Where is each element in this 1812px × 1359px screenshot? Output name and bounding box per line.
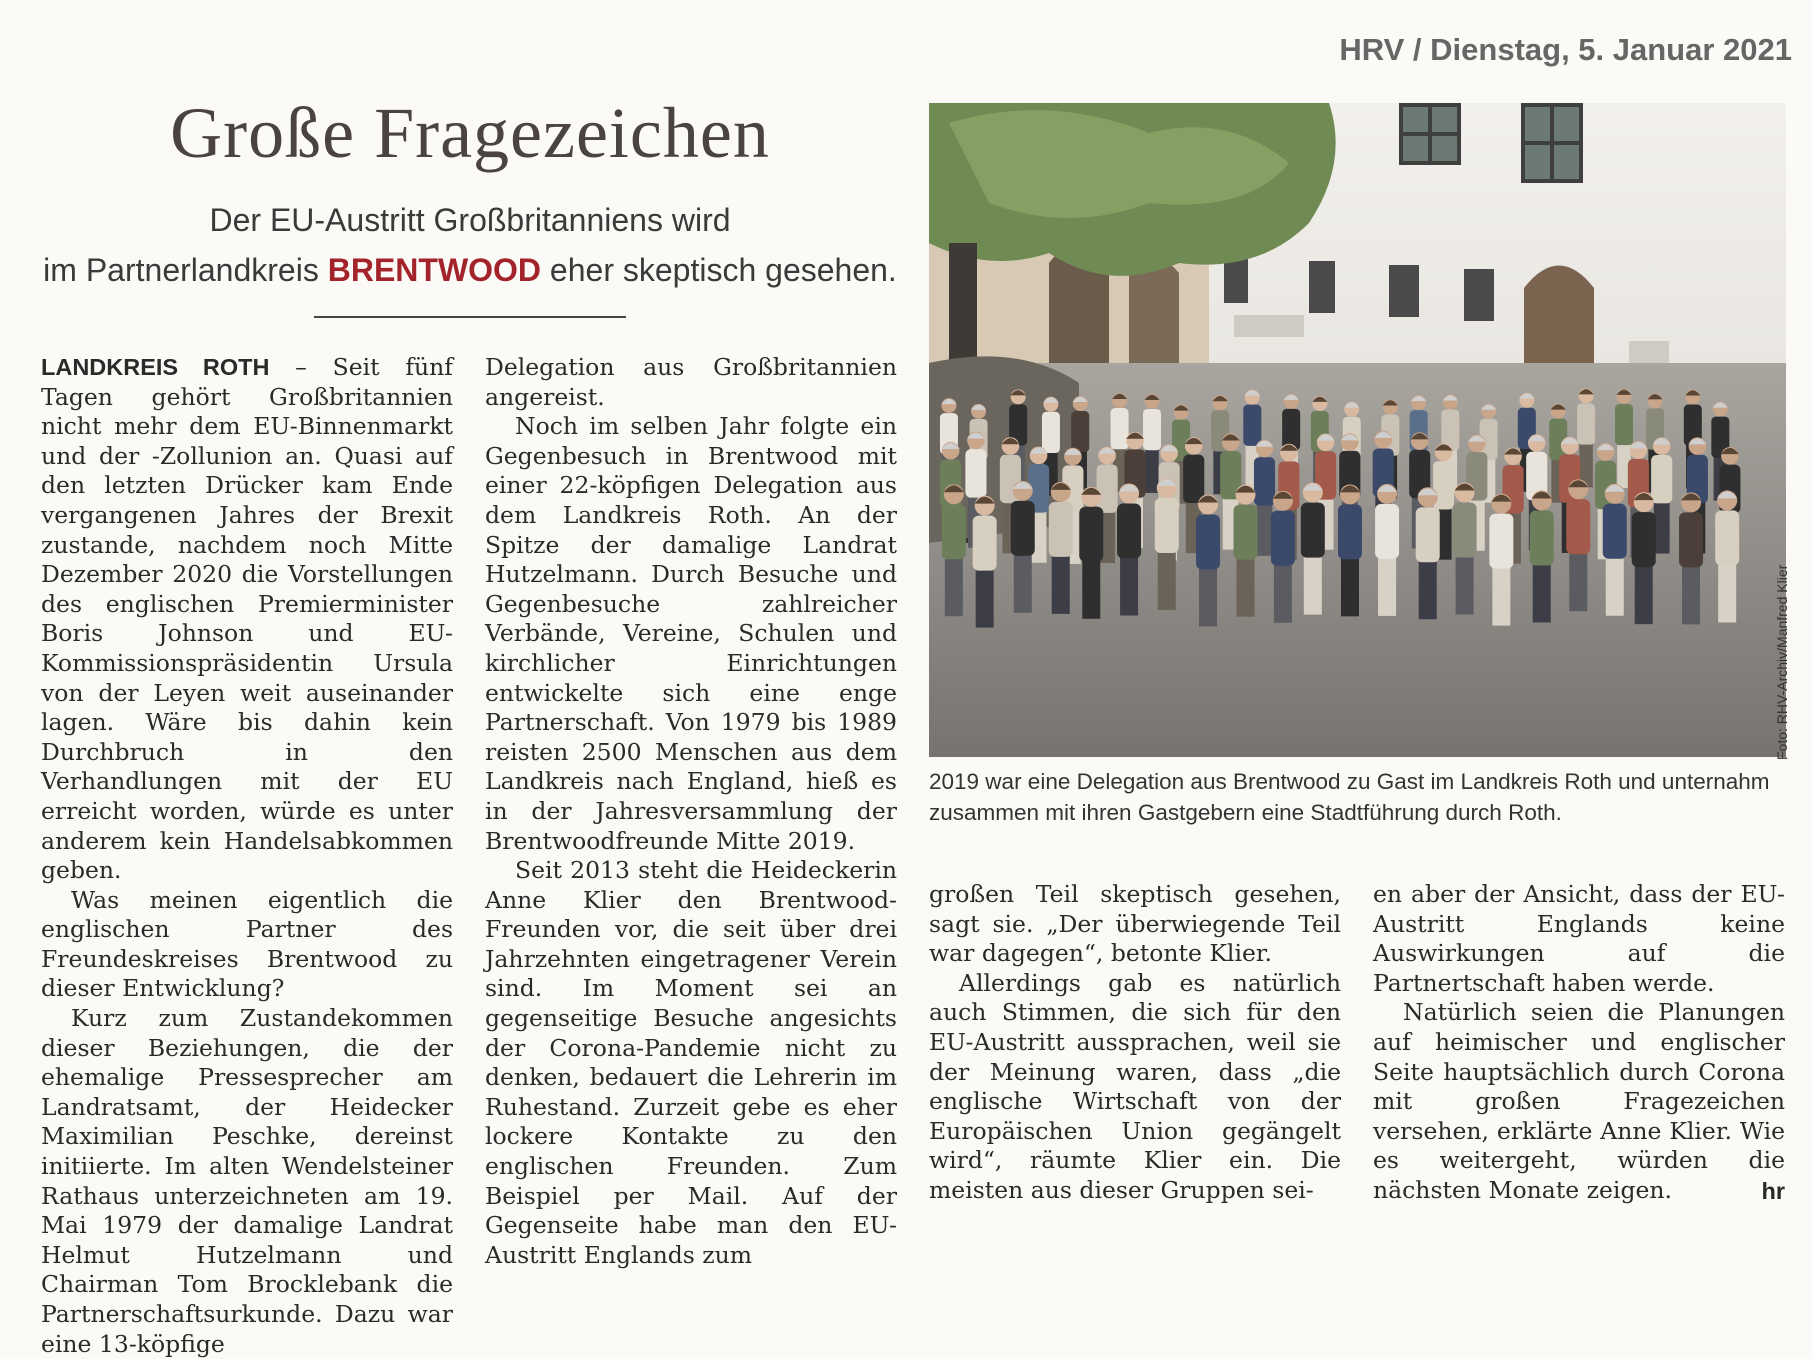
paragraph-1-text: – Seit fünf Tagen gehört Großbritannien nicht mehr dem EU-Binnenmarkt und der -Zollunion an. Quasi auf den letzten Drücker kam Ende vergangenen Jahres der Brexit zustande, nachdem noch Mitte Dezember 2020 die Vorstellungen des englischen Premierminister Boris Johnson und EU-Kommissionspräsidentin Ursula von der Leyen weit auseinander lagen. Wäre bis dahin kein Durchbruch in den Verhandlungen mit der EU erreicht worden, würde es unter anderem kein Handelsabkommen geben. — [41, 353, 453, 885]
group-photo-illustration — [929, 103, 1786, 757]
paragraph-2: Was meinen eigentlich die englischen Partner des Freundeskreises Brentwood zu dieser Entwicklung? — [41, 885, 453, 1003]
author-signature: hr — [1761, 1177, 1785, 1204]
photo-credit: Foto: RHV-Archiv/Manfred Klier — [1774, 564, 1790, 760]
paragraph-1 — [41, 353, 453, 886]
group-photo — [929, 103, 1786, 757]
subhead-line-1: Der EU-Austritt Großbritanniens wird — [209, 202, 731, 238]
headline: Große Fragezeichen — [170, 93, 770, 173]
paragraph-5: Seit 2013 steht die Heideckerin Anne Klier den Brentwood-Freunden vor, die seit über drei Jahrzehnten eingetragener Verein sind. Im Moment sei an gegenseitige Besuche angesichts der Corona-Pandemie nicht zu denken, bedauert die Lehrerin im Ruhestand. Zurzeit gebe es eher lockere Kontakte zu den englischen Freunden. Zum Beispiel per Mail. Auf der Gegenseite habe man den EU-Austritt Englands zum — [485, 856, 897, 1269]
article-column-2 — [485, 353, 897, 1270]
subhead-line-2-pre: im Partnerlandkreis — [43, 252, 328, 288]
dateline: HRV / Dienstag, 5. Januar 2021 — [1339, 32, 1792, 67]
article-column-3 — [929, 880, 1341, 1206]
article-column-4 — [1373, 880, 1785, 1206]
subheadline — [40, 195, 900, 295]
subhead-line-2-post: eher skeptisch gesehen. — [541, 252, 897, 288]
headline-divider — [314, 316, 626, 318]
article-column-1 — [41, 353, 453, 1359]
dateline-location: LANDKREIS ROTH — [41, 354, 270, 380]
paragraph-7: Natürlich seien die Planungen auf heimischer und englischer Seite hauptsächlich durch Corona mit großen Fragezeichen versehen, erklärte Anne Klier. Wie es weitergeht, würden die nächsten Monate zeigen. — [1373, 998, 1785, 1204]
paragraph-6-continued: en aber der Ansicht, dass der EU-Austritt Englands keine Auswirkungen auf die Partnertschaft haben werde. — [1373, 880, 1785, 997]
paragraph-4: Noch im selben Jahr folgte ein Gegenbesuch in Brentwood mit einer 22-köpfigen Delegation aus dem Landkreis Roth. An der Spitze der damalige Landrat Hutzelmann. Durch Besuche und Gegenbesuche zahlreicher Verbände, Vereine, Schulen und kirchlicher Einrichtungen entwickelte sich eine enge Partnerschaft. Von 1979 bis 1989 reisten 2500 Menschen aus dem Landkreis nach England, hieß es in der Jahresversammlung der Brentwoodfreunde Mitte 2019. — [485, 412, 897, 855]
paragraph-5-continued: großen Teil skeptisch gesehen, sagt sie. „Der überwiegende Teil war dagegen“, betonte Klier. — [929, 880, 1341, 968]
paragraph-3: Kurz zum Zustandekommen dieser Beziehungen, die der ehemalige Pressesprecher am Landratsamt, der Heidecker Maximilian Peschke, dereinst initiierte. Im alten Wendelsteiner Rathaus unterzeichneten am 19. Mai 1979 der damalige Landrat Helmut Hutzelmann und Chairman Tom Brocklebank die Partnerschaftsurkunde. Dazu war eine 13-köpfige — [41, 1004, 453, 1358]
photo-caption: 2019 war eine Delegation aus Brentwood zu Gast im Landkreis Roth und unternahm zusammen mit ihren Gastgebern eine Stadtführung durch Roth. — [929, 769, 1770, 825]
paragraph-6: Allerdings gab es natürlich auch Stimmen, die sich für den EU-Austritt aussprachen, weil sie der Meinung waren, dass „die englische Wirtschaft von der Europäischen Union gegängelt wird“, räumte Klier ein. Die meisten aus dieser Gruppen sei- — [929, 968, 1341, 1204]
subhead-line-2 — [40, 245, 900, 295]
paragraph-3-continued: Delegation aus Großbritannien angereist. — [485, 353, 897, 411]
subhead-highlight: BRENTWOOD — [327, 252, 542, 288]
